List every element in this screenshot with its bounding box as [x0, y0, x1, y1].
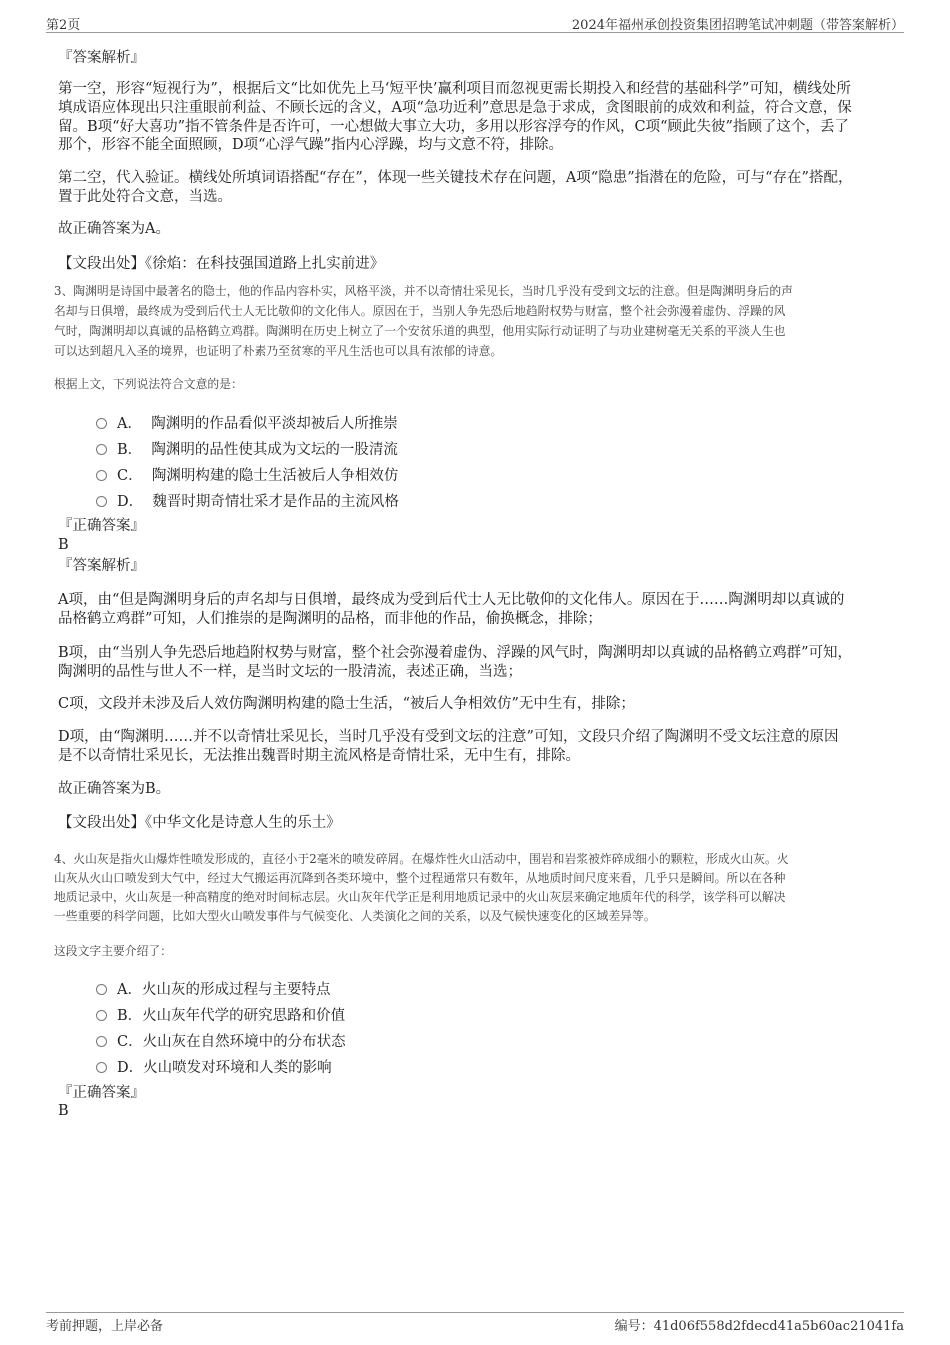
option-text: 火山灰的形成过程与主要特点	[141, 982, 331, 998]
q2-conclusion: 故正确答案为A。	[58, 221, 170, 237]
q3-answer: B	[58, 537, 69, 553]
q3-option-b[interactable]	[96, 438, 398, 459]
radio-icon[interactable]	[96, 1062, 107, 1073]
q4-passage-line: 一些重要的科学问题，比如大型火山喷发事件与气候变化、人类演化之间的关系，以及气候快速变化的区域差异等。	[54, 909, 656, 923]
option-key: C．	[117, 1034, 143, 1050]
option-key: A．	[117, 416, 142, 432]
q3-analysis-line: 陶渊明的品性与世人不一样，是当时文坛的一股清流，表述正确，当选；	[58, 664, 522, 680]
option-text: 火山灰在自然环境中的分布状态	[142, 1034, 346, 1050]
radio-icon[interactable]	[96, 1010, 107, 1021]
q3-option-a[interactable]	[96, 412, 398, 433]
q4-passage-line: 地质记录中，火山灰是一种高精度的绝对时间标志层。火山灰年代学正是利用地质记录中的火山灰层来确定地质年代的科学，该学科可以解决	[54, 890, 786, 904]
q2-source: 【文段出处】《徐焰：在科技强国道路上扎实前进》	[58, 256, 385, 272]
q3-source: 【文段出处】《中华文化是诗意人生的乐土》	[58, 815, 341, 831]
q3-analysis-line: A项，由“但是陶渊明身后的声名却与日俱增，最终成为受到后代士人无比敬仰的文化伟人。原因在于……陶渊明却以真诚的	[58, 592, 845, 608]
q4-passage-line: 山灰从火山口喷发到大气中，经过大气搬运再沉降到各类环境中，整个过程通常只有数年，从地质时间尺度来看，几乎只是瞬间。所以在各种	[54, 871, 786, 885]
q4-answer: B	[58, 1103, 69, 1119]
option-key: D．	[117, 494, 144, 510]
q4-passage-line: 4、火山灰是指火山爆炸性喷发形成的，直径小于2毫米的喷发碎屑。在爆炸性火山活动中，围岩和岩浆被炸碎成细小的颗粒，形成火山灰。火	[54, 852, 789, 866]
q2-analysis-line: 留。B项“好大喜功”指不管条件是否许可，一心想做大事立大功，多用以形容浮夸的作风，C项“顾此失彼”指顾了这个，丢了	[58, 119, 849, 135]
q3-analysis-line: 品格鹤立鸡群”可知，人们推崇的是陶渊明的品格，而非他的作品，偷换概念，排除；	[58, 611, 602, 627]
option-key: D．	[117, 1060, 144, 1076]
q3-passage-line: 3、陶渊明是诗国中最著名的隐士，他的作品内容朴实，风格平淡，并不以奇情壮采见长，当时几乎没有受到文坛的注意。但是陶渊明身后的声	[54, 284, 793, 298]
option-key: A．	[117, 982, 142, 998]
radio-icon[interactable]	[96, 418, 107, 429]
option-text: 火山喷发对环境和人类的影响	[143, 1060, 332, 1076]
option-key: C．	[117, 468, 143, 484]
q2-analysis-line: 第二空，代入验证。横线处所填词语搭配“存在”，体现一些关键技术存在问题，A项“隐患”指潜在的危险，可与“存在”搭配，	[58, 170, 853, 186]
option-text: 陶渊明构建的隐士生活被后人争相效仿	[151, 468, 399, 484]
q4-option-d[interactable]	[96, 1056, 332, 1077]
q2-analysis-line: 填成语应体现出只注重眼前利益、不顾长远的含义，A项“急功近利”意思是急于求成，贪图眼前的成效和利益，符合文意，保	[58, 100, 852, 116]
document-id: 编号：41d06f558d2fdecd41a5b60ac21041fa	[614, 1319, 904, 1334]
q3-analysis-line: C项，文段并未涉及后人效仿陶渊明构建的隐士生活，“被后人争相效仿”无中生有，排除；	[58, 696, 635, 712]
q3-option-c[interactable]	[96, 464, 398, 485]
q3-option-d[interactable]	[96, 490, 399, 511]
option-key: B．	[117, 1008, 143, 1024]
q3-analysis-line: D项，由“陶渊明……并不以奇情壮采见长，当时几乎没有受到文坛的注意”可知，文段只介绍了陶渊明不受文坛注意的原因	[58, 729, 839, 745]
document-title: 2024年福州承创投资集团招聘笔试冲刺题（带答案解析）	[571, 18, 904, 33]
q3-analysis-line: 是不以奇情壮采见长，无法推出魏晋时期主流风格是奇情壮采，无中生有，排除。	[58, 748, 580, 764]
q2-analysis-line: 第一空，形容“短视行为”，根据后文“比如优先上马‘短平快’赢利项目而忽视更需长期投入和经营的基础科学”可知，横线处所	[58, 81, 851, 97]
q4-option-b[interactable]	[96, 1004, 345, 1025]
option-text: 火山灰年代学的研究思路和价值	[142, 1008, 346, 1024]
q4-option-a[interactable]	[96, 978, 330, 999]
footer-slogan: 考前押题，上岸必备	[46, 1319, 164, 1334]
q3-analysis-line: B项，由“当别人争先恐后地趋附权势与财富，整个社会弥漫着虚伪、浮躁的风气时，陶渊明却以真诚的品格鹤立鸡群”可知，	[58, 645, 852, 661]
q3-passage-line: 可以达到超凡入圣的境界，也证明了朴素乃至贫寒的平凡生活也可以具有浓郁的诗意。	[54, 344, 503, 358]
page-footer	[46, 1312, 904, 1339]
page-number: 第2页	[46, 18, 81, 33]
radio-icon[interactable]	[96, 470, 107, 481]
q3-passage-line: 气时，陶渊明却以真诚的品格鹤立鸡群。陶渊明在历史上树立了一个安贫乐道的典型，他用实际行动证明了与功业建树毫无关系的平淡人生也	[54, 324, 786, 338]
page-header	[46, 12, 904, 33]
radio-icon[interactable]	[96, 444, 107, 455]
q4-question: 这段文字主要介绍了：	[54, 944, 172, 958]
option-text: 魏晋时期奇情壮采才是作品的主流风格	[152, 494, 399, 510]
q4-option-c[interactable]	[96, 1030, 346, 1051]
q3-conclusion: 故正确答案为B。	[58, 781, 171, 797]
q3-question: 根据上文，下列说法符合文意的是：	[54, 377, 243, 391]
option-key: B．	[117, 442, 143, 458]
q4-answer-label: 『正确答案』	[58, 1085, 145, 1101]
option-text: 陶渊明的作品看似平淡却被后人所推崇	[151, 416, 398, 432]
q3-answer-label: 『正确答案』	[58, 518, 145, 534]
option-text: 陶渊明的品性使其成为文坛的一股清流	[151, 442, 398, 458]
q3-passage-line: 名却与日俱增，最终成为受到后代士人无比敬仰的文化伟人。原因在于，当别人争先恐后地趋附权势与财富，整个社会弥漫着虚伪、浮躁的风	[54, 304, 786, 318]
radio-icon[interactable]	[96, 496, 107, 507]
q2-analysis-line: 那个，形容不能全面照顾，D项“心浮气躁”指内心浮躁，均与文意不符，排除。	[58, 137, 563, 153]
q2-analysis-label: 『答案解析』	[58, 50, 145, 66]
q2-analysis-line: 置于此处符合文意，当选。	[58, 189, 232, 205]
radio-icon[interactable]	[96, 984, 107, 995]
radio-icon[interactable]	[96, 1036, 107, 1047]
q3-analysis-label: 『答案解析』	[58, 558, 145, 574]
